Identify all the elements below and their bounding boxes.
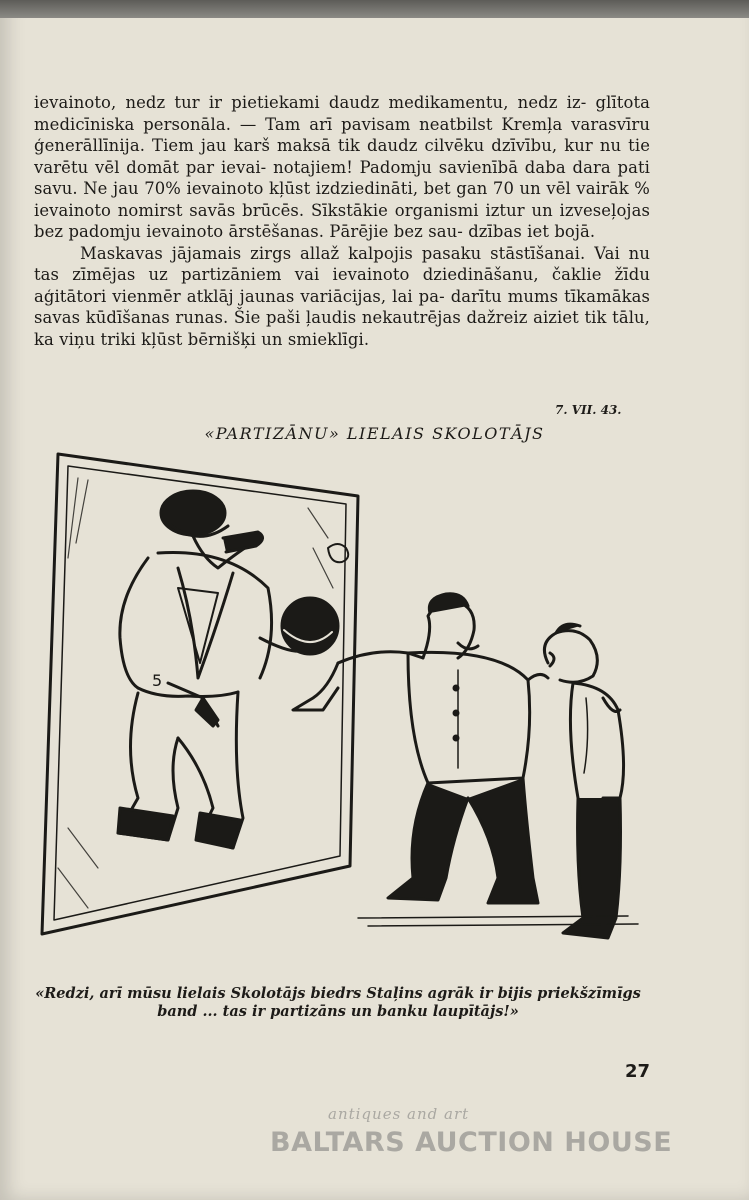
- auction-watermark: [270, 1105, 690, 1175]
- watermark-title: BALTARS AUCTION HOUSE: [270, 1127, 673, 1158]
- cartoon-title: «PARTIZĀNU» LIELAIS SKOLOTĀJS: [204, 424, 545, 443]
- text-line: Maskavas jājamais zirgs allaž kalpojis pasaku stāstīšanai.: [80, 243, 586, 263]
- text-line: izveseļojas bez padomju ievainoto ārstēšanas. Pārējie bez sau-: [34, 200, 650, 241]
- watermark-tagline: antiques and art: [328, 1105, 470, 1123]
- text-line: notajiem! Padomju savienībā daba dara pati savu. Ne jau: [34, 157, 650, 198]
- text-line: glītota medicīniska personāla. — Tam arī pavisam neatbilst: [34, 93, 651, 134]
- page-edge-shadow: [0, 0, 749, 18]
- caption-line: band ... tas ir partizāns un banku laupītājs!»: [157, 1003, 519, 1020]
- svg-text:5: 5: [152, 671, 163, 690]
- body-text: [34, 92, 650, 350]
- text-line: ievainoto nomirst savās brūcēs. Sīkstākie organismi iztur un: [34, 200, 553, 220]
- cartoon-illustration: [28, 448, 668, 978]
- text-line: un smieklīgi.: [261, 329, 370, 349]
- paragraph-2: [34, 243, 650, 351]
- article-date: 7. VII. 43.: [555, 403, 622, 417]
- page-number: 27: [625, 1061, 651, 1082]
- text-line: ievainoto, nedz tur ir pietiekami daudz medikamentu, nedz iz-: [34, 93, 587, 112]
- text-line: Vai nu tas zīmējas uz partizāniem vai ievainoto dziedināšanu,: [34, 243, 650, 284]
- bandit-figure: [118, 491, 348, 848]
- caption-line: «Redzi, arī mūsu lielais Skolotājs biedrs Staļins agrāk ir bijis priekšzīmīgs: [35, 985, 641, 1002]
- text-line: daudz cilvēku dzīvību, kur nu tie varētu vēl domāt par ievai-: [34, 136, 650, 177]
- text-line: Kremļa varasvīru ģenerāllīnija. Tiem jau karš maksā tik: [34, 114, 650, 155]
- text-line: nekautrējas dažreiz aiziet tik tālu, ka viņu triki kļūst bērnišķi: [34, 308, 650, 349]
- text-line: dzības iet bojā.: [468, 222, 596, 241]
- boy-figure: [544, 624, 623, 938]
- cartoon-caption: [18, 985, 658, 1021]
- text-line: darītu mums tīkamākas savas kūdīšanas runas. Šie paši ļaudis: [34, 286, 651, 327]
- text-line: čaklie žīdu aģitātori vienmēr atklāj jaunas variācijas, lai pa-: [34, 265, 651, 306]
- text-line: 70% ievainoto kļūst izdziedināti, bet gan 70 un vēl vairāk %: [144, 179, 650, 198]
- paragraph-1: [34, 92, 650, 243]
